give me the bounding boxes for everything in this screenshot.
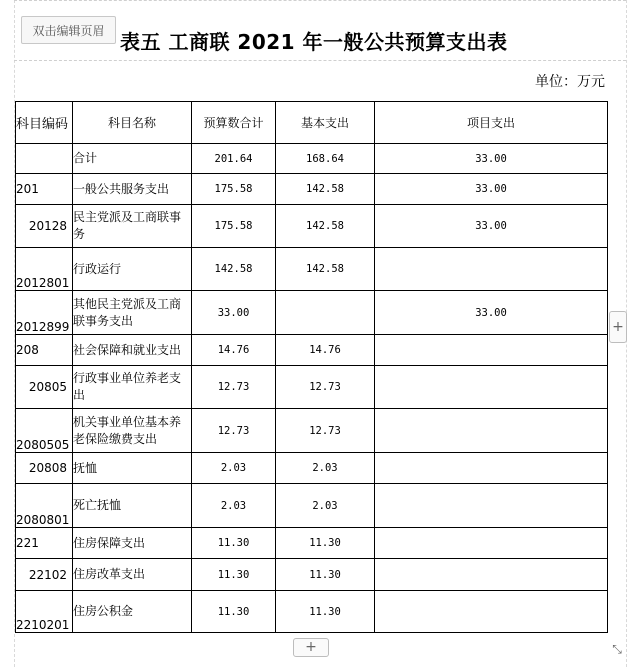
row-code[interactable]: 22102 xyxy=(16,559,73,591)
row-basic[interactable]: 2.03 xyxy=(276,484,375,528)
row-code[interactable]: 2012801 xyxy=(16,248,73,291)
row-code[interactable] xyxy=(16,144,73,174)
row-basic[interactable] xyxy=(276,291,375,335)
row-total[interactable]: 12.73 xyxy=(192,409,276,453)
row-code[interactable]: 2080801 xyxy=(16,484,73,528)
row-total[interactable]: 33.00 xyxy=(192,291,276,335)
row-basic[interactable]: 12.73 xyxy=(276,409,375,453)
row-basic[interactable]: 12.73 xyxy=(276,366,375,409)
table-row xyxy=(16,144,608,174)
row-basic[interactable]: 11.30 xyxy=(276,591,375,633)
row-code[interactable]: 2012899 xyxy=(16,291,73,335)
table-row xyxy=(16,528,608,559)
row-code[interactable]: 2080505 xyxy=(16,409,73,453)
row-name[interactable]: 社会保障和就业支出 xyxy=(73,335,192,366)
unit-label: 单位：万元 xyxy=(535,74,605,90)
row-total[interactable]: 11.30 xyxy=(192,559,276,591)
row-basic[interactable]: 11.30 xyxy=(276,559,375,591)
resize-table-icon[interactable]: ⤡ xyxy=(612,642,622,656)
row-code[interactable]: 2210201 xyxy=(16,591,73,633)
header-code: 科目编码 xyxy=(16,102,73,144)
row-basic[interactable]: 142.58 xyxy=(276,248,375,291)
add-row-button[interactable]: + xyxy=(293,638,329,657)
row-basic[interactable]: 142.58 xyxy=(276,205,375,248)
row-project[interactable] xyxy=(375,453,608,484)
row-name[interactable]: 一般公共服务支出 xyxy=(73,174,192,205)
row-project[interactable]: 33.00 xyxy=(375,174,608,205)
row-name[interactable]: 死亡抚恤 xyxy=(73,484,192,528)
row-code[interactable]: 221 xyxy=(16,528,73,559)
row-project[interactable] xyxy=(375,366,608,409)
header-name: 科目名称 xyxy=(73,102,192,144)
table-row xyxy=(16,335,608,366)
row-total[interactable]: 201.64 xyxy=(192,144,276,174)
row-project[interactable] xyxy=(375,248,608,291)
table-row xyxy=(16,205,608,248)
row-name[interactable]: 住房改革支出 xyxy=(73,559,192,591)
row-name[interactable]: 住房公积金 xyxy=(73,591,192,633)
header-separator xyxy=(14,60,626,61)
row-total[interactable]: 14.76 xyxy=(192,335,276,366)
row-total[interactable]: 11.30 xyxy=(192,591,276,633)
row-total[interactable]: 2.03 xyxy=(192,484,276,528)
row-project[interactable]: 33.00 xyxy=(375,205,608,248)
row-project[interactable] xyxy=(375,528,608,559)
budget-table[interactable] xyxy=(15,101,608,633)
edit-header-button[interactable]: 双击编辑页眉 xyxy=(21,16,116,44)
add-column-button[interactable]: + xyxy=(609,311,627,343)
row-name[interactable]: 合计 xyxy=(73,144,192,174)
header-project: 项目支出 xyxy=(375,102,608,144)
header-basic: 基本支出 xyxy=(276,102,375,144)
table-row xyxy=(16,174,608,205)
table-row xyxy=(16,591,608,633)
row-name[interactable]: 行政运行 xyxy=(73,248,192,291)
row-code[interactable]: 20128 xyxy=(16,205,73,248)
row-basic[interactable]: 168.64 xyxy=(276,144,375,174)
row-project[interactable] xyxy=(375,335,608,366)
row-name[interactable]: 行政事业单位养老支出 xyxy=(73,366,192,409)
row-code[interactable]: 20808 xyxy=(16,453,73,484)
row-basic[interactable]: 2.03 xyxy=(276,453,375,484)
row-code[interactable]: 20805 xyxy=(16,366,73,409)
row-name[interactable]: 住房保障支出 xyxy=(73,528,192,559)
table-row xyxy=(16,248,608,291)
row-total[interactable]: 12.73 xyxy=(192,366,276,409)
table-header-row xyxy=(16,102,608,144)
table-row xyxy=(16,291,608,335)
table-row xyxy=(16,409,608,453)
row-name[interactable]: 抚恤 xyxy=(73,453,192,484)
page-top-guide xyxy=(14,0,626,1)
row-name[interactable]: 机关事业单位基本养老保险缴费支出 xyxy=(73,409,192,453)
row-basic[interactable]: 142.58 xyxy=(276,174,375,205)
row-total[interactable]: 175.58 xyxy=(192,205,276,248)
row-code[interactable]: 201 xyxy=(16,174,73,205)
row-total[interactable]: 2.03 xyxy=(192,453,276,484)
document-title: 表五 工商联 2021 年一般公共预算支出表 xyxy=(120,30,508,54)
row-total[interactable]: 142.58 xyxy=(192,248,276,291)
row-basic[interactable]: 11.30 xyxy=(276,528,375,559)
table-row xyxy=(16,453,608,484)
row-project[interactable] xyxy=(375,591,608,633)
row-project[interactable] xyxy=(375,484,608,528)
row-project[interactable]: 33.00 xyxy=(375,291,608,335)
row-total[interactable]: 11.30 xyxy=(192,528,276,559)
row-project[interactable] xyxy=(375,559,608,591)
row-name[interactable]: 其他民主党派及工商联事务支出 xyxy=(73,291,192,335)
header-total: 预算数合计 xyxy=(192,102,276,144)
table-row xyxy=(16,559,608,591)
row-total[interactable]: 175.58 xyxy=(192,174,276,205)
row-basic[interactable]: 14.76 xyxy=(276,335,375,366)
row-project[interactable]: 33.00 xyxy=(375,144,608,174)
table-row xyxy=(16,366,608,409)
row-code[interactable]: 208 xyxy=(16,335,73,366)
table-row xyxy=(16,484,608,528)
row-project[interactable] xyxy=(375,409,608,453)
row-name[interactable]: 民主党派及工商联事务 xyxy=(73,205,192,248)
